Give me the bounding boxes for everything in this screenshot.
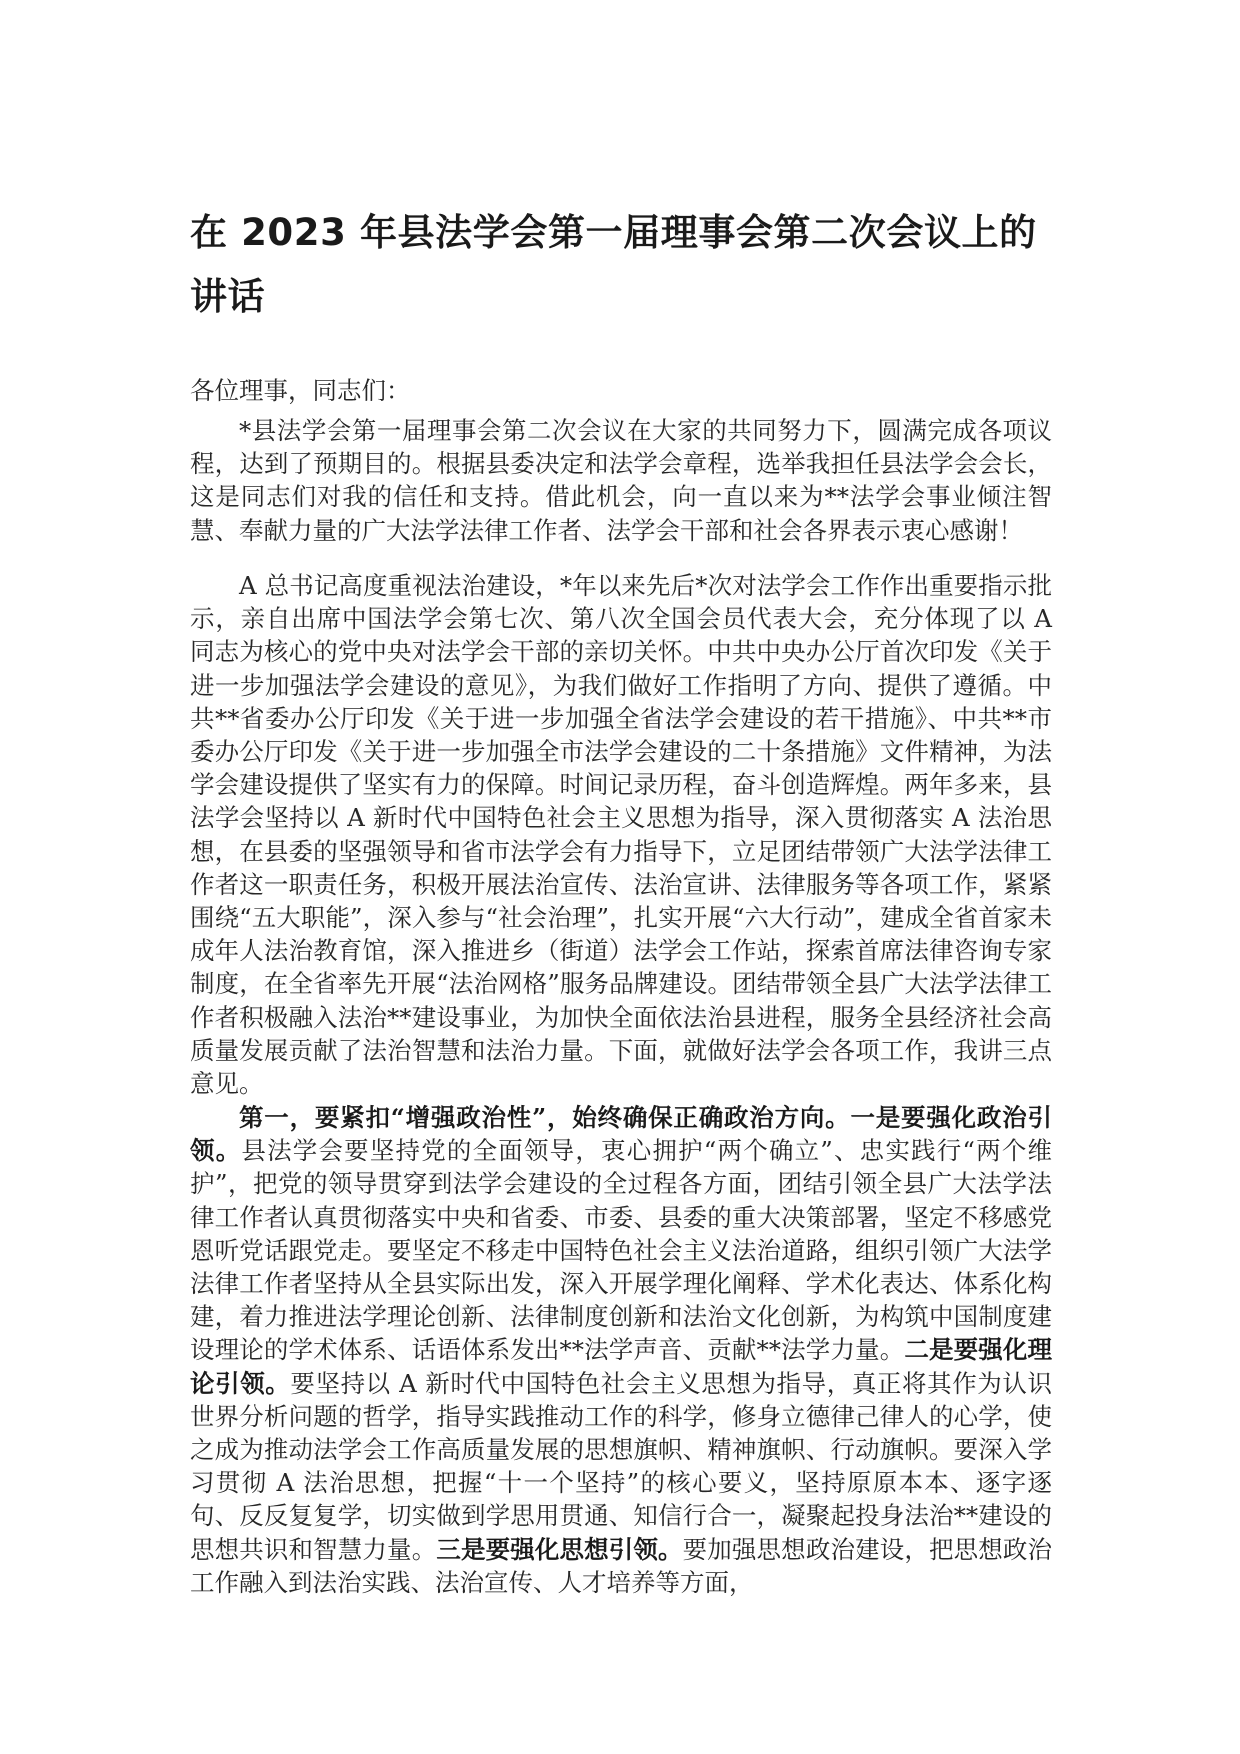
paragraph-opening: *县法学会第一届理事会第二次会议在大家的共同努力下，圆满完成各项议程，达到了预期目的。根据县委决定和法学会章程，选举我担任县法学会会长，这是同志们对我的信任和支持。借此机会，向一直以来为**法学会事业倾注智慧、奉献力量的广大法学法律工作者、法学会干部和社会各界表示衷心感谢！	[190, 416, 1052, 545]
document-title: 在 2023 年县法学会第一届理事会第二次会议上的讲话	[190, 211, 1037, 318]
second-subpoint-heading: 二是要强化理论引领。	[190, 1335, 1053, 1398]
third-subpoint-heading: 三是要强化思想引领。	[436, 1534, 683, 1564]
first-point-text: 县法学会要坚持党的全面领导，衷心拥护“两个确立”、忠实践行“两个维护”，把党的领导贯穿到法学会建设的全过程各方面，团结引领全县广大法学法律工作者认真贯彻落实中央和省委、市委、县委的重大决策部署，坚定不移感党恩听党话跟党走。要坚定不移走中国特色社会主义法治道路，组织引领广大法学法律工作者坚持从全县实际出发，深入开展学理化阐释、学术化表达、体系化构建，着力推进法学理论创新、法律制度创新和法治文化创新，为构筑中国制度建设理论的学术体系、话语体系发出**法学声音、贡献**法学力量。	[190, 1136, 1053, 1365]
third-subpoint-text: 要加强思想政治建设，把思想政治工作融入到法治实践、法治宣传、人才培养等方面，	[190, 1534, 1053, 1597]
salutation: 各位理事，同志们：	[190, 376, 411, 405]
second-subpoint-text: 要坚持以 A 新时代中国特色社会主义思想为指导，真正将其作为认识世界分析问题的哲学，指导实践推动工作的科学，修身立德律己律人的心学，使之成为推动法学会工作高质量发展的思想旗帜、精神旗帜、行动旗帜。要深入学习贯彻 A 法治思想，把握“十一个坚持”的核心要义，坚持原原本本、逐字逐句、反反复复学，切实做到学思用贯通、知信行合一，凝聚起投身法治**建设的思想共识和智慧力量。	[190, 1368, 1052, 1564]
paragraph-first-point	[190, 1101, 1052, 1599]
paragraph-background: A 总书记高度重视法治建设，*年以来先后*次对法学会工作作出重要指示批示，亲自出席中国法学会第七次、第八次全国会员代表大会，充分体现了以 A 同志为核心的党中央对法学会干部的亲切关怀。中共中央办公厅首次印发《关于进一步加强法学会建设的意见》，为我们做好工作指明了方向、提供了遵循。中共**省委办公厅印发《关于进一步加强全省法学会建设的若干措施》、中共**市委办公厅印发《关于进一步加强全市法学会建设的二十条措施》文件精神，为法学会建设提供了坚实有力的保障。时间记录历程，奋斗创造辉煌。两年多来，县法学会坚持以 A 新时代中国特色社会主义思想为指导，深入贯彻落实 A 法治思想，在县委的坚强领导和省市法学会有力指导下，立足团结带领广大法学法律工作者这一职责任务，积极开展法治宣传、法治宣讲、法律服务等各项工作，紧紧围绕“五大职能”，深入参与“社会治理”，扎实开展“六大行动”，建成全省首家未成年人法治教育馆，深入推进乡（街道）法学会工作站，探索首席法律咨询专家制度，在全省率先开展“法治网格”服务品牌建设。团结带领全县广大法学法律工作者积极融入法治**建设事业，为加快全面依法治县进程，服务全县经济社会高质量发展贡献了法治智慧和法治力量。下面，就做好法学会各项工作，我讲三点意见。	[190, 571, 1052, 1099]
first-point-heading: 第一，要紧扣“增强政治性”，始终确保正确政治方向。一是要强化政治引领。	[190, 1103, 1052, 1166]
